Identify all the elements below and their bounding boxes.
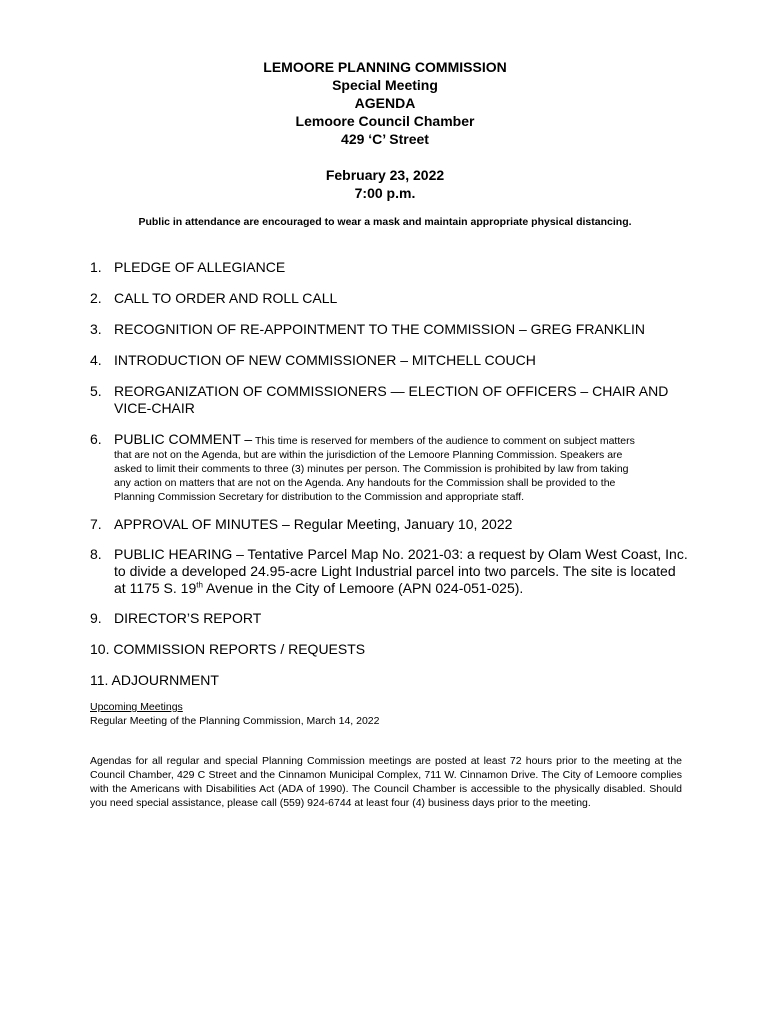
upcoming-meetings bbox=[90, 700, 380, 728]
site-address-part: at 1175 S. 19 bbox=[114, 580, 197, 596]
meeting-date: February 23, 2022 bbox=[325, 167, 445, 183]
agenda-title: AGENDA bbox=[354, 95, 416, 111]
venue-address: 429 ‘C’ Street bbox=[341, 131, 429, 147]
item-text-line bbox=[114, 580, 689, 597]
item-text bbox=[114, 383, 689, 417]
public-comment-heading: PUBLIC COMMENT – bbox=[114, 431, 253, 447]
item-number: 7. bbox=[90, 516, 102, 532]
item-number: 5. bbox=[90, 383, 102, 399]
item-text bbox=[114, 431, 689, 504]
agenda-header bbox=[0, 58, 770, 148]
public-comment-detail: asked to limit their comments to three (3) minutes per person. The Commission is prohibited by law from taking bbox=[114, 463, 629, 475]
meeting-datetime bbox=[0, 166, 770, 202]
mask-notice: Public in attendance are encouraged to wear a mask and maintain appropriate physical distancing. bbox=[138, 216, 632, 228]
item-text: DIRECTOR’S REPORT bbox=[114, 610, 262, 626]
item-text: APPROVAL OF MINUTES – Regular Meeting, January 10, 2022 bbox=[114, 516, 513, 532]
item-text: CALL TO ORDER AND ROLL CALL bbox=[114, 290, 338, 306]
item-number: 9. bbox=[90, 610, 102, 626]
item-text: 11. ADJOURNMENT bbox=[90, 672, 219, 688]
meeting-type: Special Meeting bbox=[332, 77, 438, 93]
upcoming-meeting-line: Regular Meeting of the Planning Commission, March 14, 2022 bbox=[90, 715, 380, 727]
item-text: PLEDGE OF ALLEGIANCE bbox=[114, 259, 286, 275]
item-number: 1. bbox=[90, 259, 102, 275]
item-text: INTRODUCTION OF NEW COMMISSIONER – MITCHELL COUCH bbox=[114, 352, 536, 368]
item-text bbox=[114, 546, 689, 597]
item-text: 10. COMMISSION REPORTS / REQUESTS bbox=[90, 641, 366, 657]
item-text-line: VICE-CHAIR bbox=[114, 400, 195, 416]
posting-notice: Agendas for all regular and special Planning Commission meetings are posted at least 72 hours prior to the meeting at the Council Chamber, 429 C Street and the Cinnamon Municipal Complex, 711 W. Cinnamon Drive. The City of Lemoore complies with the Americans with Disabilities Act (ADA of 1990). The Council Chamber is accessible to the physically disabled. Should you need special assistance, please call (559) 924-6744 at least four (4) business days prior to the meeting. bbox=[90, 755, 682, 809]
item-text-line: to divide a developed 24.95-acre Light Industrial parcel into two parcels. The site is located bbox=[114, 563, 676, 579]
public-comment-detail: that are not on the Agenda, but are within the jurisdiction of the Lemoore Planning Commission. Speakers are bbox=[114, 449, 623, 461]
item-number: 6. bbox=[90, 431, 102, 447]
item-number: 3. bbox=[90, 321, 102, 337]
public-comment-detail: any action on matters that are not on the Agenda. Any handouts for the Commission shall be provided to the bbox=[114, 477, 616, 489]
item-text-line bbox=[114, 431, 689, 448]
item-number: 2. bbox=[90, 290, 102, 306]
item-text-line: PUBLIC HEARING – Tentative Parcel Map No. 2021-03: a request by Olam West Coast, Inc. bbox=[114, 546, 688, 562]
public-comment-detail: Planning Commission Secretary for distribution to the Commission and appropriate staff. bbox=[114, 491, 525, 503]
item-number: 8. bbox=[90, 546, 102, 562]
public-comment-detail: This time is reserved for members of the audience to comment on subject matters bbox=[252, 435, 635, 447]
commission-title: LEMOORE PLANNING COMMISSION bbox=[263, 59, 507, 75]
ordinal-suffix: th bbox=[196, 580, 203, 590]
item-text: RECOGNITION OF RE-APPOINTMENT TO THE COMMISSION – GREG FRANKLIN bbox=[114, 321, 646, 337]
item-text-line: REORGANIZATION OF COMMISSIONERS — ELECTION OF OFFICERS – CHAIR AND bbox=[114, 383, 669, 399]
item-number: 4. bbox=[90, 352, 102, 368]
site-address-part: Avenue in the City of Lemoore (APN 024-051-025). bbox=[202, 580, 524, 596]
upcoming-heading: Upcoming Meetings bbox=[90, 701, 183, 713]
venue-name: Lemoore Council Chamber bbox=[295, 113, 475, 129]
meeting-time: 7:00 p.m. bbox=[354, 185, 416, 201]
